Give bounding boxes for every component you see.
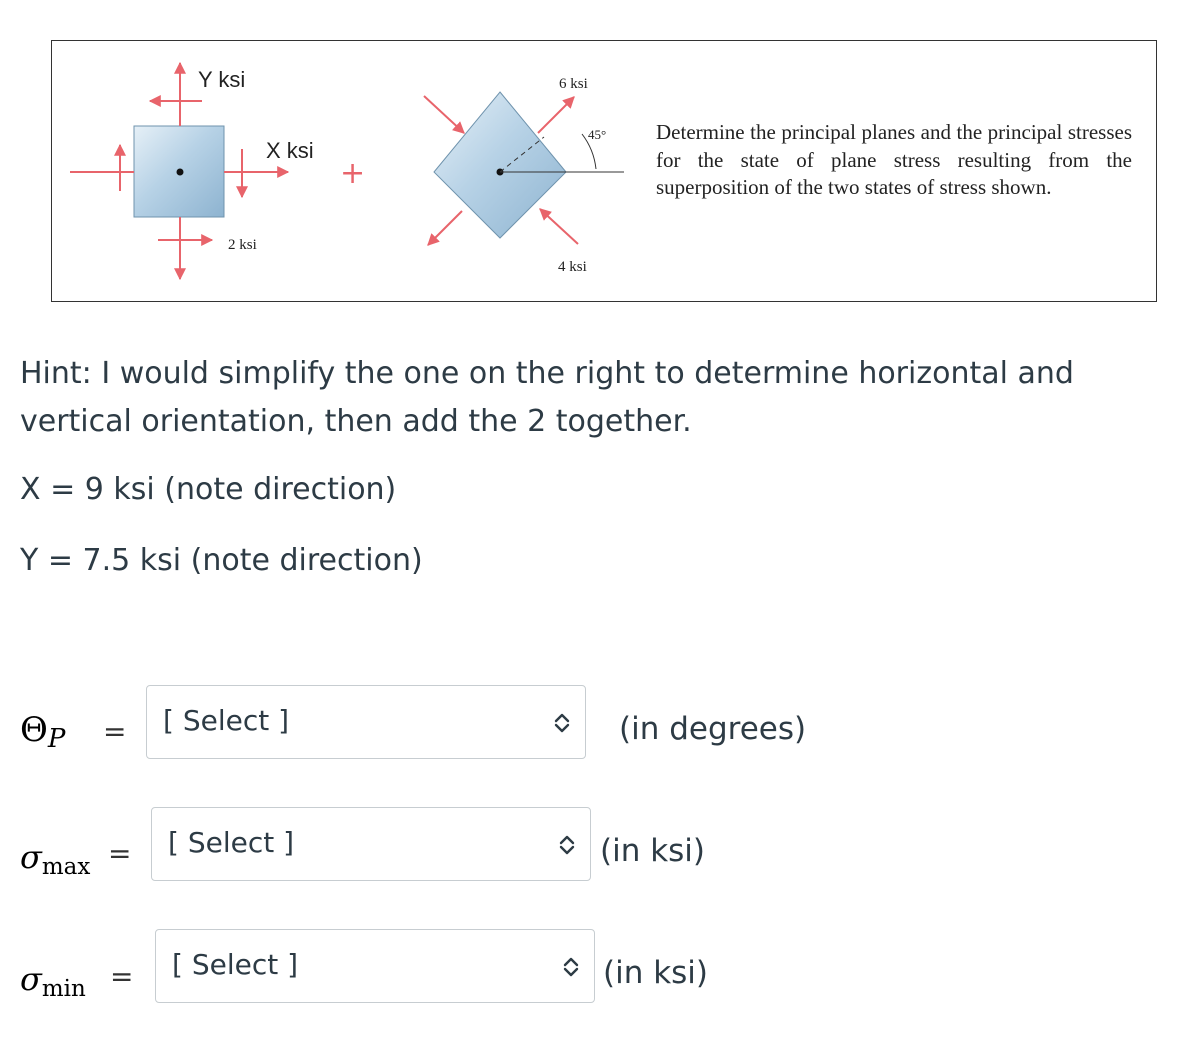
left-stress-element xyxy=(70,63,314,279)
up-down-chevron-icon xyxy=(558,832,576,858)
compression-arrow-bottom-right xyxy=(540,209,578,244)
tension-arrow-top-right xyxy=(538,97,574,133)
bottom-ksi-label: 4 ksi xyxy=(558,259,587,275)
left-center-dot xyxy=(177,169,184,176)
sigma-max-unit: (in ksi) xyxy=(600,833,706,869)
hint-text: Hint: I would simplify the one on the right to determine horizontal and vertical orientation, then add the 2 together. xyxy=(20,356,1074,439)
y-ksi-label: Y ksi xyxy=(198,67,246,92)
right-stress-element xyxy=(424,76,624,275)
compression-arrow-top-left xyxy=(424,96,464,133)
up-down-chevron-icon xyxy=(553,710,571,736)
theta-p-unit: (in degrees) xyxy=(619,711,807,747)
sigma-min-select[interactable] xyxy=(155,929,595,1003)
sigma-symbol: σ xyxy=(20,960,42,998)
equals-sign-1: = xyxy=(103,715,127,748)
sigma-min-label xyxy=(20,960,86,1002)
x-ksi-label: X ksi xyxy=(266,138,314,163)
sigma-max-label xyxy=(20,838,91,880)
problem-figure xyxy=(51,40,1157,302)
right-block xyxy=(434,92,566,238)
sigma-symbol: σ xyxy=(20,838,42,876)
equals-sign-3: = xyxy=(110,960,134,993)
sigma-max-subscript: max xyxy=(41,854,91,880)
sigma-max-select-text: [ Select ] xyxy=(168,826,295,859)
theta-subscript: P xyxy=(47,724,66,754)
plus-sign: + xyxy=(340,156,366,191)
sigma-min-select-text: [ Select ] xyxy=(172,948,299,981)
theta-p-label xyxy=(20,710,66,754)
y-value-line: Y = 7.5 ksi (note direction) xyxy=(20,543,423,578)
shear-ksi-label: 2 ksi xyxy=(228,237,257,253)
problem-statement: Determine the principal planes and the principal stresses for the state of plane stress resulting from the superposition of the two states of stress shown. xyxy=(656,120,1132,199)
angle-label: 45° xyxy=(588,127,607,142)
top-ksi-label: 6 ksi xyxy=(559,76,588,92)
theta-p-select[interactable] xyxy=(146,685,586,759)
x-value-line: X = 9 ksi (note direction) xyxy=(20,472,397,507)
theta-p-select-text: [ Select ] xyxy=(163,704,290,737)
sigma-max-select[interactable] xyxy=(151,807,591,881)
sigma-min-unit: (in ksi) xyxy=(603,955,709,991)
tension-arrow-bottom-left xyxy=(428,211,462,245)
theta-symbol: Θ xyxy=(20,710,48,750)
sigma-min-subscript: min xyxy=(41,976,86,1002)
up-down-chevron-icon xyxy=(562,954,580,980)
equals-sign-2: = xyxy=(108,837,132,870)
